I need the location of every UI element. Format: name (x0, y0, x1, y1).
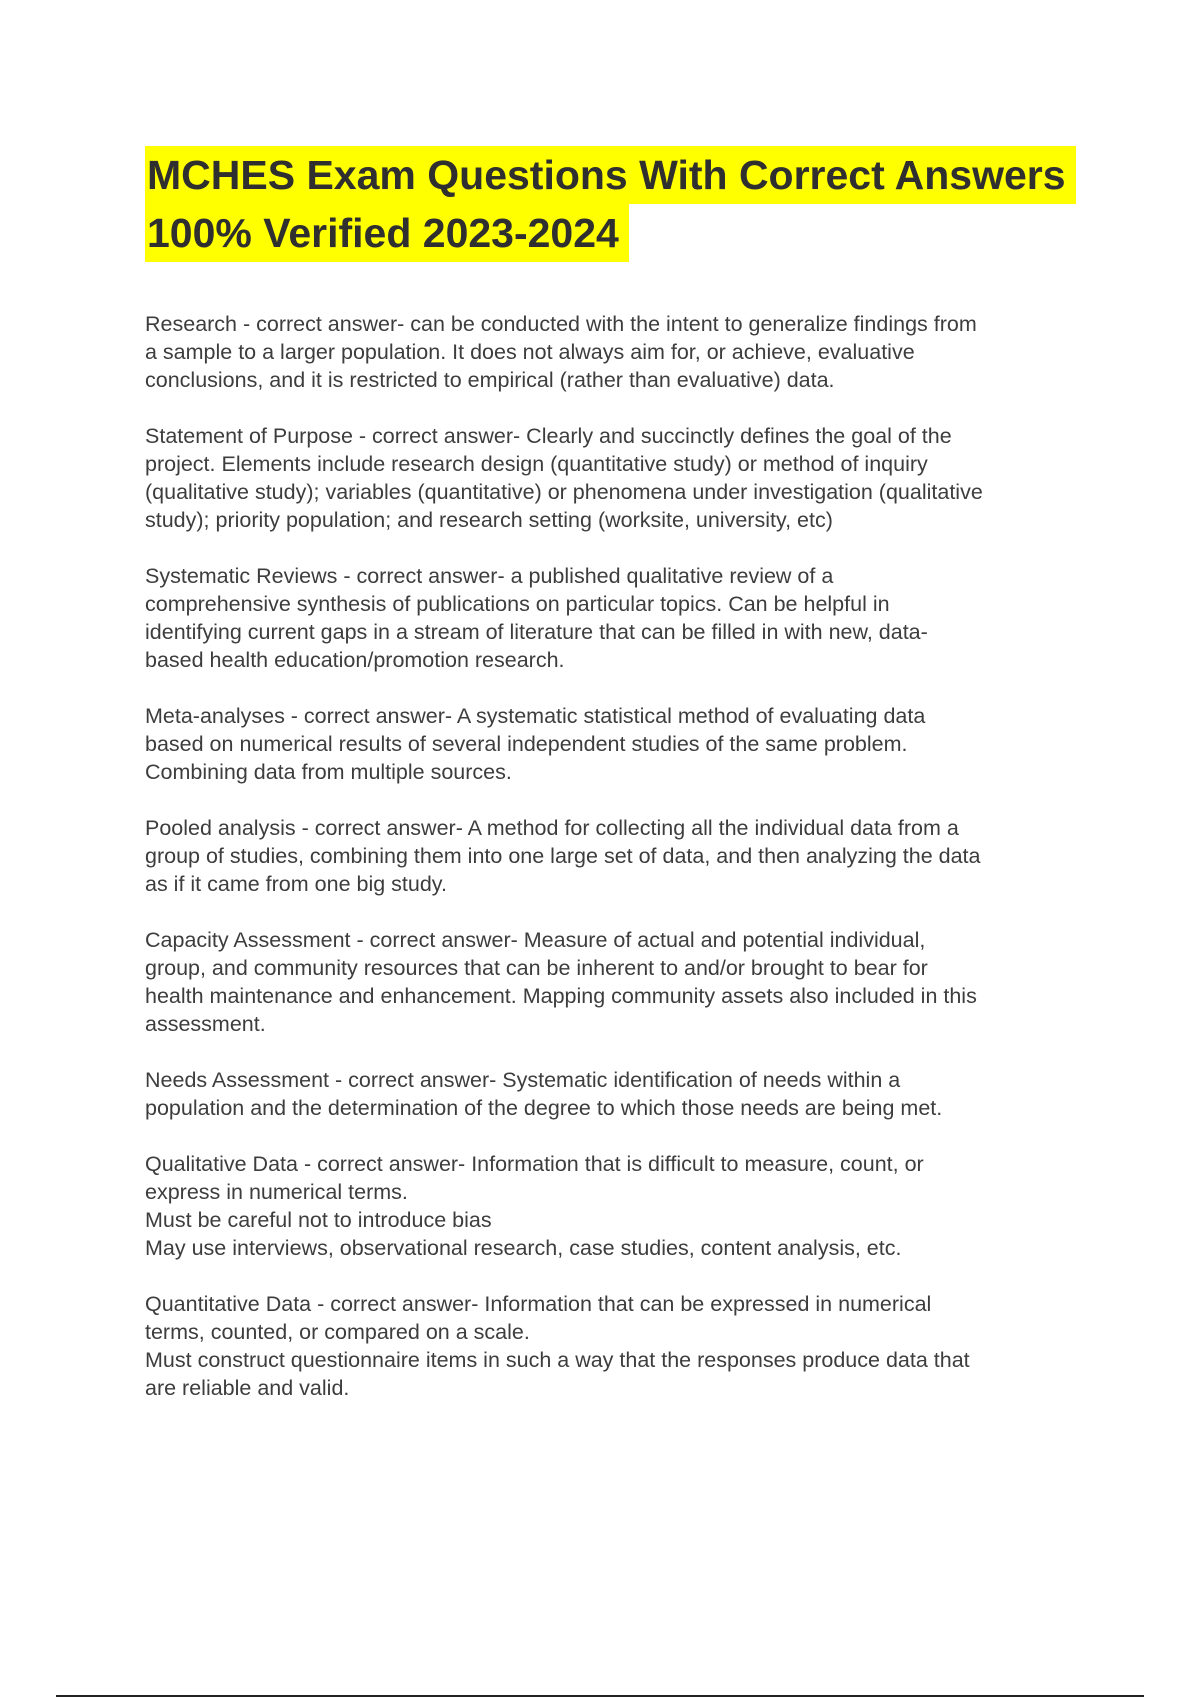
qa-entry-meta-analyses (145, 702, 1095, 786)
entry-line: Quantitative Data - correct answer- Information that can be expressed in numerical (145, 1292, 932, 1316)
qa-entry-systematic-reviews (145, 562, 1095, 674)
entry-line: Statement of Purpose - correct answer- Clearly and succinctly defines the goal of the (145, 424, 952, 448)
title-line-2: 100% Verified 2023-2024 (145, 204, 629, 262)
entry-line: conclusions, and it is restricted to empirical (rather than evaluative) data. (145, 368, 835, 392)
entry-line: Research - correct answer- can be conducted with the intent to generalize findings from (145, 312, 977, 336)
qa-entry-qualitative-data (145, 1150, 1095, 1262)
entry-line: study); priority population; and research setting (worksite, university, etc) (145, 508, 833, 532)
entry-line: express in numerical terms. (145, 1180, 408, 1204)
entry-line: group, and community resources that can be inherent to and/or brought to bear for (145, 956, 928, 980)
entry-line: group of studies, combining them into one large set of data, and then analyzing the data (145, 844, 981, 868)
footer-divider (56, 1695, 1144, 1697)
entry-line: population and the determination of the degree to which those needs are being met. (145, 1096, 943, 1120)
document-title (145, 146, 1145, 262)
entry-line: based health education/promotion research. (145, 648, 565, 672)
entry-line: based on numerical results of several independent studies of the same problem. (145, 732, 908, 756)
entry-line: (qualitative study); variables (quantitative) or phenomena under investigation (qualitative (145, 480, 983, 504)
qa-entry-research (145, 310, 1095, 394)
entry-line: May use interviews, observational research, case studies, content analysis, etc. (145, 1236, 902, 1260)
entry-line: Qualitative Data - correct answer- Information that is difficult to measure, count, or (145, 1152, 924, 1176)
entry-line: Pooled analysis - correct answer- A method for collecting all the individual data from a (145, 816, 959, 840)
entry-line: a sample to a larger population. It does not always aim for, or achieve, evaluative (145, 340, 915, 364)
entry-line: Must be careful not to introduce bias (145, 1208, 492, 1232)
qa-entry-statement-of-purpose (145, 422, 1095, 534)
qa-entry-capacity-assessment (145, 926, 1095, 1038)
qa-entry-needs-assessment (145, 1066, 1095, 1122)
entry-line: as if it came from one big study. (145, 872, 447, 896)
qa-entry-quantitative-data (145, 1290, 1095, 1402)
entry-line: Meta-analyses - correct answer- A systematic statistical method of evaluating data (145, 704, 926, 728)
qa-entry-pooled-analysis (145, 814, 1095, 898)
entry-line: assessment. (145, 1012, 266, 1036)
entry-line: Capacity Assessment - correct answer- Measure of actual and potential individual, (145, 928, 926, 952)
title-line-1: MCHES Exam Questions With Correct Answers (145, 146, 1076, 204)
entry-line: health maintenance and enhancement. Mapping community assets also included in this (145, 984, 977, 1008)
entry-line: project. Elements include research design (quantitative study) or method of inquiry (145, 452, 928, 476)
qa-list (145, 310, 1095, 1430)
entry-line: identifying current gaps in a stream of literature that can be filled in with new, data- (145, 620, 928, 644)
entry-line: terms, counted, or compared on a scale. (145, 1320, 530, 1344)
entry-line: Systematic Reviews - correct answer- a published qualitative review of a (145, 564, 834, 588)
entry-line: Must construct questionnaire items in such a way that the responses produce data that (145, 1348, 970, 1372)
entry-line: are reliable and valid. (145, 1376, 350, 1400)
entry-line: Combining data from multiple sources. (145, 760, 512, 784)
entry-line: Needs Assessment - correct answer- Systematic identification of needs within a (145, 1068, 901, 1092)
entry-line: comprehensive synthesis of publications on particular topics. Can be helpful in (145, 592, 890, 616)
